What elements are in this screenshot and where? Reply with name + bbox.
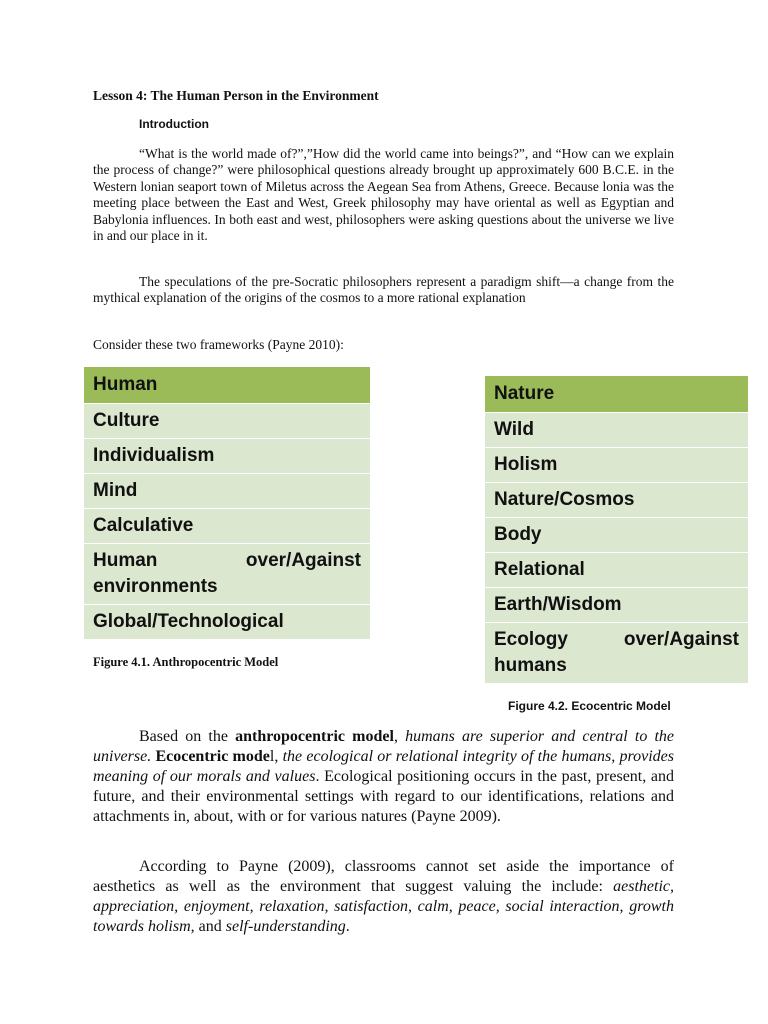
intro-paragraph-1: “What is the world made of?”,”How did the world came into beings?”, and “How can we explain the process of change?” were philosophical questions already brought up approximately 600 B.C.E. in the Western lonian seaport town of Miletus across the Aegean Sea from Athens, Greece. Because lonia was the meeting place between the East and West, Greek philosophy may have oriental as well as Egyptian and Babylonia influences. In both east and west, philosophers were asking questions about the universe we live in and our place in it.: [93, 146, 674, 244]
intro-paragraph-2: The speculations of the pre-Socratic philosophers represent a paradigm shift—a change from the mythical explanation of the origins of the cosmos to a more rational explanation: [93, 274, 674, 306]
anthropocentric-row: Calculative: [84, 509, 371, 544]
over-word-1: Human: [93, 550, 158, 571]
text-run: Based on the: [139, 728, 236, 745]
frameworks-intro: Consider these two frameworks (Payne 2010):: [93, 337, 344, 352]
text-run: .: [345, 918, 350, 935]
anthropocentric-row: Culture: [84, 404, 371, 439]
over-word-2: over/Against: [245, 550, 361, 571]
italic-run: humans are superior and central to the universe.: [93, 728, 675, 765]
text-run: and: [194, 918, 226, 935]
ecocentric-row: Wild: [485, 413, 749, 448]
aesthetics-paragraph: [93, 857, 674, 937]
ecocentric-row: Body: [485, 518, 749, 553]
anthropocentric-row: Mind: [84, 474, 371, 509]
italic-run: self-understanding: [225, 918, 346, 935]
over-word-3: environments: [93, 576, 218, 597]
anthropocentric-row-over: [84, 544, 371, 605]
italic-run: aesthetic, appreciation, enjoyment, relaxation, satisfaction, calm, peace, social interaction, growth towards holism,: [93, 878, 674, 935]
figure-4-2-caption: Figure 4.2. Ecocentric Model: [508, 699, 671, 713]
ecocentric-row: Earth/Wisdom: [485, 588, 749, 623]
ecocentric-header: Nature: [485, 376, 749, 413]
ecocentric-table: [484, 375, 749, 684]
anthropocentric-row: Global/Technological: [84, 605, 371, 640]
bold-term: anthropocentric model: [235, 728, 394, 745]
text-run: According to Payne (2009), classrooms cannot set aside the importance of aesthetics as well as the environment that suggest valuing the include:: [93, 858, 674, 895]
over-word-1: Ecology: [494, 629, 568, 650]
ecocentric-row-over: [485, 623, 749, 684]
ecocentric-row: Relational: [485, 553, 749, 588]
text-run: l,: [269, 748, 283, 765]
over-word-3: humans: [494, 655, 567, 676]
anthropocentric-header: Human: [84, 367, 371, 404]
over-word-2: over/Against: [623, 629, 739, 650]
bold-term: Ecocentric mode: [155, 748, 270, 765]
text-run: . Ecological positioning occurs in the past, present, and future, and their environmental settings with regard to our identifications, relations and attachments in, about, with or for various natures (Payne 2009).: [93, 768, 675, 825]
introduction-heading: Introduction: [139, 117, 209, 131]
italic-run: the ecological or relational integrity of the humans, provides meaning of our morals and values: [93, 748, 675, 785]
figure-4-1-caption: Figure 4.1. Anthropocentric Model: [93, 655, 279, 669]
ecocentric-row: Nature/Cosmos: [485, 483, 749, 518]
ecocentric-row: Holism: [485, 448, 749, 483]
anthropocentric-row: Individualism: [84, 439, 371, 474]
text-run: ,: [393, 728, 406, 745]
anthropocentric-table: [83, 366, 371, 640]
lesson-title: Lesson 4: The Human Person in the Environment: [93, 88, 379, 103]
models-paragraph: [93, 727, 674, 827]
